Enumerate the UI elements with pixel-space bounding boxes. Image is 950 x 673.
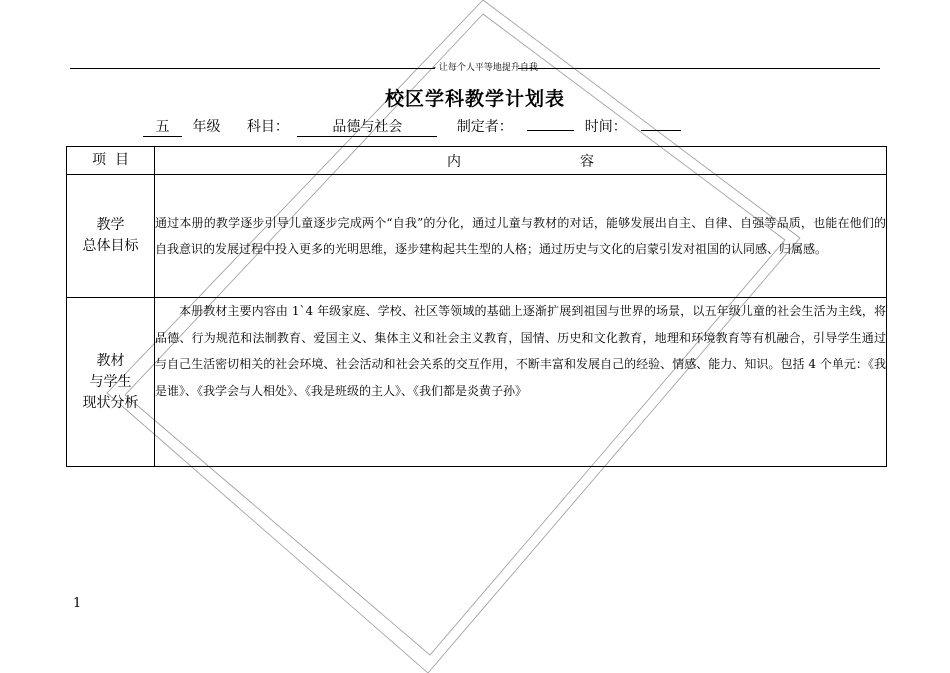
goals-content: 通过本册的教学逐步引导儿童逐步完成两个“自我”的分化，通过儿童与教材的对话，能够发展出自主、自律、自强等品质，也能在他们的自我意识的发展过程中投入更多的光明思维，逐步建构起共生型的人格；通过历史与文化的启蒙引发对祖国的认同感、归属感。 [155, 175, 887, 298]
subject-field: 品德与社会 [297, 119, 437, 137]
row-label-goals: 教学 总体目标 [67, 175, 155, 298]
info-line [143, 116, 681, 137]
grade-field: 五 [143, 119, 182, 137]
table-row [67, 175, 887, 298]
header-tagline: - 让每个人平等地提升自我 [433, 63, 538, 73]
plan-table [66, 146, 887, 467]
header-rule-left [70, 68, 435, 69]
analysis-content: 本册教材主要内容由 1`4 年级家庭、学校、社区等领域的基础上逐渐扩展到祖国与世界的场景，以五年级儿童的社会生活为主线，将品德、行为规范和法制教育、爱国主义、集体主义和社会主义教育，国情、历史和文化教育，地理和环境教育等有机融合，引导学生通过与自己生活密切相关的社会环境、社会活动和社会关系的交互作用，不断丰富和发展自己的经验、情感、能力、知识。包括 4 个单元：《我是谁》、《我学会与人相处》、《我是班级的主人》、《我们都是炎黄子孙》 [155, 298, 887, 467]
row-label-analysis: 教材 与学生 现状分析 [67, 298, 155, 467]
author-field [527, 130, 574, 131]
author-label: 制定者： [456, 119, 513, 135]
column-header-item: 项 目 [67, 147, 155, 175]
header-rule-right [518, 68, 880, 69]
column-header-content [155, 147, 887, 175]
table-row [67, 298, 887, 467]
column-header-content-a: 内 [447, 153, 462, 170]
time-label: 时间： [584, 119, 627, 135]
column-header-content-b: 容 [579, 153, 594, 170]
page-number: 1 [73, 596, 82, 611]
time-field [641, 130, 681, 131]
subject-label: 科目： [246, 119, 289, 135]
page-title: 校区学科教学计划表 [384, 88, 565, 110]
table-header-row [67, 147, 887, 175]
grade-label: 年级 [192, 119, 221, 135]
